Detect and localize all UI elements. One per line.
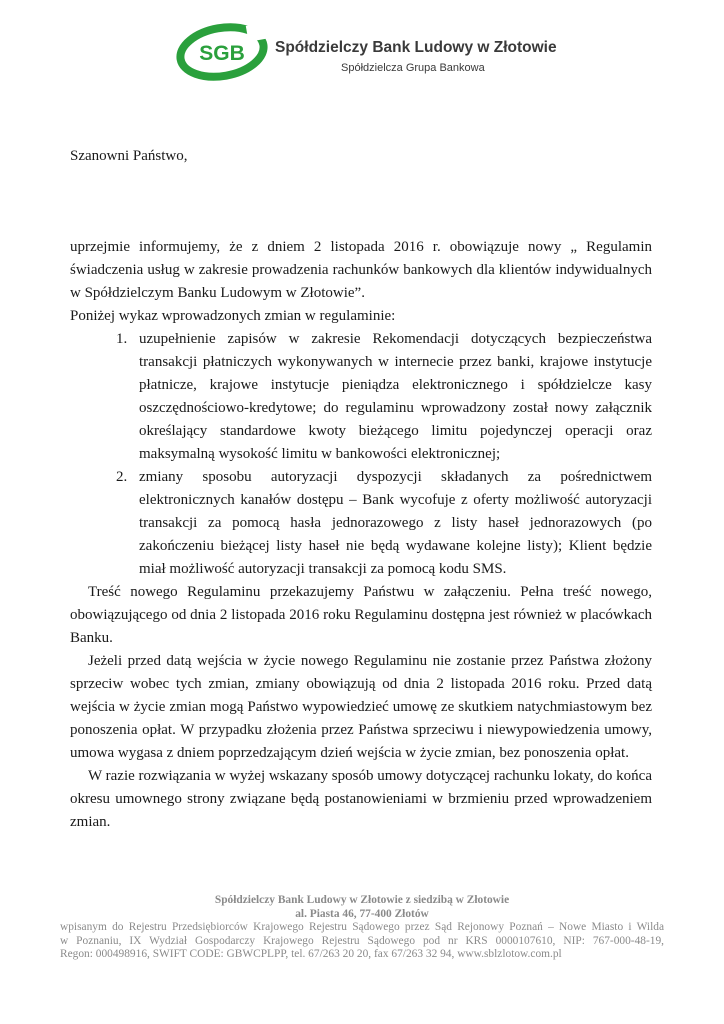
footer	[60, 894, 664, 962]
letter-body	[70, 236, 652, 834]
paragraph-attachment: Treść nowego Regulaminu przekazujemy Państwu w załączeniu. Pełna treść nowego, obowiązującego od dnia 2 listopada 2016 roku Regulaminu dostępna jest również w placówkach Banku.	[70, 584, 652, 646]
intro-paragraph: uprzejmie informujemy, że z dniem 2 listopada 2016 r. obowiązuje nowy „ Regulamin świadczenia usług w zakresie prowadzenia rachunków bankowych dla klientów indywidualnych w Spółdzielczym Banku Ludowym w Złotowie”.	[70, 239, 652, 301]
letterhead	[175, 20, 555, 84]
bank-group-name: Spółdzielcza Grupa Bankowa	[341, 62, 485, 74]
bank-name: Spółdzielczy Bank Ludowy w Złotowie	[275, 39, 557, 56]
list-item: 1. uzupełnienie zapisów w zakresie Rekomendacji dotyczących bezpieczeństwa transakcji płatniczych wykonywanych w internecie przez banki, krajowe instytucje płatnicze, krajowe instytucje pieniądza elektronicznego i spółdzielcze kasy oszczędnościowo-kredytowe; do regulaminu wprowadzony został nowy załącznik określający standardowe kwoty bieżącego limitu pojedynczej operacji oraz maksymalną wysokość limitu w bankowości elektronicznej;	[131, 328, 652, 466]
list-intro: Poniżej wykaz wprowadzonych zmian w regulaminie:	[70, 308, 396, 324]
footer-krs: w Poznaniu, IX Wydział Gospodarczy Krajowego Rejestru Sądowego pod nr KRS 0000107610, NIP: 767-000-48-19,	[60, 934, 664, 947]
logo-text: SGB	[199, 42, 245, 65]
paragraph-termination: W razie rozwiązania w wyżej wskazany sposób umowy dotyczącej rachunku lokaty, do końca okresu umownego strony związane będą postanowieniami w brzmieniu przed wprowadzeniem zmian.	[70, 768, 652, 830]
changes-list	[70, 328, 652, 581]
footer-registry: wpisanym do Rejestru Przedsiębiorców Krajowego Rejestru Sądowego przez Sąd Rejonowy Poznań – Nowe Miasto i Wilda	[60, 921, 664, 933]
paragraph-objection: Jeżeli przed datą wejścia w życie nowego Regulaminu nie zostanie przez Państwa złożony sprzeciw wobec tych zmian, zmiany obowiązują od dnia 2 listopada 2016 roku. Przed datą wejścia w życie zmian mogą Państwo wypowiedzieć umowę ze skutkiem natychmiastowym bez ponoszenia opłat. W przypadku złożenia przez Państwa sprzeciwu i niewypowiedzenia umowy, umowa wygasa z dniem poprzedzającym dzień wejścia w życie zmian, bez ponoszenia opłat.	[70, 653, 652, 761]
footer-bank-name: Spółdzielczy Bank Ludowy w Złotowie z siedzibą w Złotowie	[214, 894, 510, 906]
letter-greeting: Szanowni Państwo,	[70, 148, 188, 164]
list-item: 2. zmiany sposobu autoryzacji dyspozycji składanych za pośrednictwem elektronicznych kanałów dostępu – Bank wycofuje z oferty możliwość autoryzacji transakcji za pomocą hasła jednorazowego z listy haseł jednorazowych (po zakończeniu bieżącej listy haseł nie będą wydawane kolejne listy); Klient będzie miał możliwość autoryzacji transakcji za pomocą kodu SMS.	[131, 466, 652, 581]
footer-address: al. Piasta 46, 77-400 Złotów	[295, 907, 429, 920]
logo-gap	[246, 22, 270, 42]
footer-contact: Regon: 000498916, SWIFT CODE: GBWCPLPP, tel. 67/263 20 20, fax 67/263 32 94, www.sblzlotow.com.pl	[60, 948, 562, 960]
sgb-logo	[175, 20, 273, 84]
